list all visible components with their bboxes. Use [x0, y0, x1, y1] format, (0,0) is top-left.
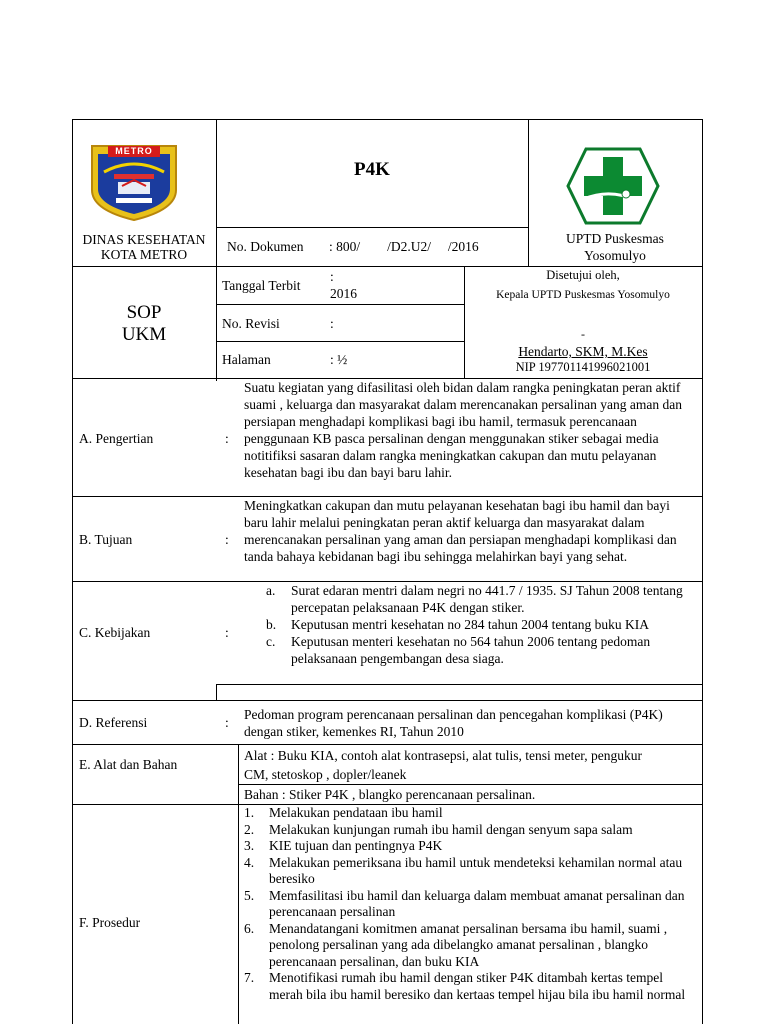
alat-bahan-label: E. Alat dan Bahan	[79, 757, 178, 772]
table-rule	[72, 744, 702, 745]
kebijakan-list	[266, 582, 696, 667]
table-col-divider	[238, 744, 239, 1024]
tanggal-terbit-colon: :	[330, 269, 334, 284]
left-org-line-1: DINAS KESEHATAN	[82, 232, 206, 247]
referensi-text: Pedoman program perencanaan persalinan dan pencegahan komplikasi (P4K) dengan stiker, kemenkes RI, Tahun 2010	[244, 707, 663, 739]
doc-number-label: No. Dokumen	[227, 239, 304, 254]
list-item: c. Keputusan menteri kesehatan no 564 tahun 2006 tentang pedoman pelaksanaan pengembangan desa siaga.	[266, 634, 651, 666]
list-item: 1. Melakukan pendataan ibu hamil	[244, 805, 443, 820]
pengertian-text: Suatu kegiatan yang difasilitasi oleh bidan dalam rangka peningkatan peran aktif suami , keluarga dan masyarakat dalam merencanakan persalinan yang aman dan persiapan menghadapi komplikasi bagi ibu hamil, termasuk perencanaan penggunaan KB pasca persalinan dengan menggunakan stiker sebagai media notitifiksi sasaran dalam rangka meningkatkan cakupan dan mutu pelayanan kesehatan bagi ibu dan bayi baru lahir.	[244, 380, 682, 480]
bahan-text: Bahan : Stiker P4K , blangko perencanaan persalinan.	[244, 787, 536, 802]
list-item: b. Keputusan mentri kesehatan no 284 tahun 2004 tentang buku KIA	[266, 617, 650, 632]
table-rule	[216, 227, 528, 228]
list-item: a. Surat edaran mentri dalam negri no 441.7 / 1935. SJ Tahun 2008 tentang percepatan pelaksanaan P4K dengan stiker.	[266, 583, 683, 615]
alat-text: Alat : Buku KIA, contoh alat kontrasepsi, alat tulis, tensi meter, pengukur CM, stetoskop , dopler/leanek	[244, 748, 642, 782]
puskesmas-logo	[566, 147, 660, 225]
approval-role: Kepala UPTD Puskesmas Yosomulyo	[496, 289, 670, 301]
sop-label: SOP	[126, 302, 162, 323]
list-item: 4. Melakukan pemeriksana ibu hamil untuk mendeteksi kehamilan normal atau beresiko	[244, 854, 683, 886]
no-revisi-label: No. Revisi	[222, 316, 280, 331]
list-item: 6. Menandatangani komitmen amanat persalinan bersama ibu hamil, suami , penolong persalinan yang ada dibelangko amanat persalinan , blangko perencanaan persalinan, dan buku KIA	[244, 920, 668, 969]
approval-dash: -	[581, 327, 585, 341]
metro-logo	[88, 142, 180, 222]
list-item: 5. Memfasilitasi ibu hamil dan keluarga dalam membuat amanat persalinan dan perencanaan persalinan	[244, 887, 685, 919]
approval-nip: NIP 197701141996021001	[515, 360, 651, 374]
halaman-value: : ½	[330, 352, 348, 367]
pengertian-colon: :	[225, 431, 229, 446]
table-rule	[216, 684, 702, 685]
right-org-line-1: UPTD Puskesmas	[566, 231, 664, 246]
prosedur-label: F. Prosedur	[79, 915, 141, 930]
list-item: 3. KIE tujuan dan pentingnya P4K	[244, 838, 443, 853]
tanggal-terbit-value: 2016	[330, 286, 357, 301]
tujuan-label: B. Tujuan	[79, 532, 133, 547]
list-item: 7. Menotifikasi rumah ibu hamil dengan stiker P4K ditambah kertas tempel merah bila ibu hamil beresiko dan kertaas tempel hijau bila ibu hamil normal	[244, 970, 686, 1002]
table-rule	[238, 784, 702, 785]
ukm-label: UKM	[121, 324, 167, 345]
document-title: P4K	[354, 159, 390, 180]
table-rule	[216, 304, 464, 305]
table-rule	[216, 341, 464, 342]
approval-title: Disetujui oleh,	[546, 268, 620, 282]
tujuan-colon: :	[225, 532, 229, 547]
doc-number-value: : 800/ /D2.U2/ /2016	[329, 239, 479, 254]
halaman-label: Halaman	[222, 352, 271, 367]
referensi-colon: :	[225, 715, 229, 730]
right-org-line-2: Yosomulyo	[584, 248, 646, 263]
logo-text: METRO	[115, 146, 153, 156]
tujuan-text: Meningkatkan cakupan dan mutu pelayanan kesehatan bagi ibu hamil dan bayi baru lahir melalui peningkatan peran aktif keluarga dan masyarakat dalam merencanakan persalinan yang aman dan persiapan menghadapi komplikasi dan tanda bahaya kebidanan bagi ibu sehingga melahirkan bayi yang sehat.	[244, 498, 677, 564]
kebijakan-colon: :	[225, 625, 229, 640]
table-rule	[72, 700, 702, 701]
approval-name: Hendarto, SKM, M.Kes	[518, 344, 648, 359]
table-top-border	[72, 119, 702, 120]
kebijakan-label: C. Kebijakan	[79, 625, 151, 640]
no-revisi-value: :	[330, 316, 334, 331]
list-item: 2. Melakukan kunjungan rumah ibu hamil dengan senyum sapa salam	[244, 821, 633, 837]
table-col-divider	[216, 684, 217, 701]
tanggal-terbit-label: Tanggal Terbit	[222, 278, 301, 293]
green-cross-icon	[566, 147, 660, 225]
pengertian-label: A. Pengertian	[79, 431, 154, 446]
prosedur-list	[244, 805, 696, 1003]
table-right-border	[702, 119, 703, 1024]
left-org-line-2: KOTA METRO	[100, 247, 188, 262]
referensi-label: D. Referensi	[79, 715, 148, 730]
